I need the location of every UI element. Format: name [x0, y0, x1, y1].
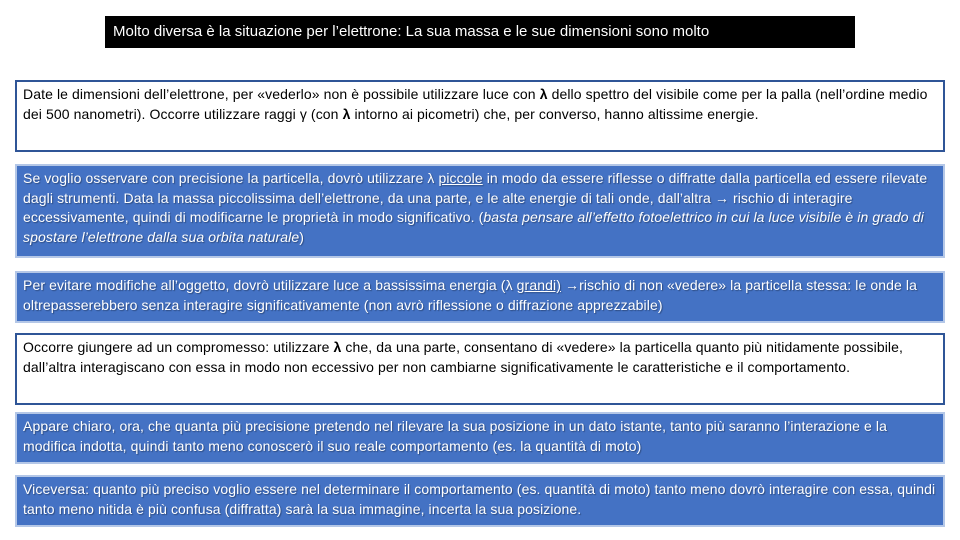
text-box-momentum-precision	[15, 475, 945, 527]
text-box-small-wavelength	[15, 164, 945, 258]
box2-text-3: rischio di interagire eccessivamente, quindi di modificarne le proprietà in modo significativo. (	[23, 189, 853, 225]
underlined-word: grandi)	[516, 277, 561, 293]
slide-title: Molto diversa è la situazione per l’elettrone: La sua massa e le sue dimensioni sono molto	[105, 16, 855, 48]
right-arrow-icon: →	[564, 277, 580, 293]
box5-text: Appare chiaro, ora, che quanta più precisione pretendo nel rilevare la sua posizione in un dato istante, tanto più saranno l’interazione e la modifica indotta, quindi tanto meno conoscerò il suo reale comportamento (es. la quantità di moto)	[23, 418, 887, 454]
text-box-position-precision	[15, 412, 945, 464]
underlined-word: piccole	[438, 170, 483, 186]
lambda-symbol: λ	[333, 339, 342, 355]
box3-text-3: rischio di non «vedere» la particella stessa: le onde la oltrepasserebbero senza interagire significativamente (non avrò riflessione o diffrazione apprezzabile)	[23, 277, 917, 313]
box4-text-1: Occorre giungere ad un compromesso: utilizzare	[23, 339, 334, 355]
box4-text-2: che, da una parte, consentano di «vedere» la particella quanto più nitidamente possibile, dall’altra interagiscano con essa in modo non eccessivo per non cambiarne significativamente le caratteristiche e il comportamento.	[23, 339, 904, 375]
lambda-symbol: λ	[539, 86, 548, 102]
box1-text-2: dello spettro del visibile come per la palla (nell’ordine medio dei 500 nanometri). Occorre utilizzare raggi γ (con	[23, 86, 928, 122]
box2-text-4: )	[299, 228, 304, 245]
box2-italic-note: basta pensare all’effetto fotoelettrico in cui la luce visibile è in grado di spostare l’elettrone dalla sua orbita naturale	[23, 209, 924, 245]
box6-text: Viceversa: quanto più preciso voglio essere nel determinare il comportamento (es. quantità di moto) tanto meno dovrò interagire con essa, quindi tanto meno nitida è più confusa (diffratta) sarà la sua immagine, incerta la sua posizione.	[23, 481, 936, 517]
right-arrow-icon: →	[714, 189, 729, 206]
lambda-symbol: λ	[342, 105, 351, 122]
text-box-large-wavelength	[15, 271, 945, 323]
box3-text-1: Per evitare modifiche all’oggetto, dovrò utilizzare luce a bassissima energia (λ	[23, 277, 517, 293]
box2-text-2: in modo da essere riflesse o diffratte dalla particella ed essere rilevate dagli strumenti. Data la massa piccolissima dell’elettrone, da una parte, e le alte energie di tali onde, dall’altra	[23, 170, 928, 206]
text-box-compromise	[15, 333, 945, 405]
box1-text-3: intorno ai picometri) che, per converso, hanno altissime energie.	[350, 105, 759, 122]
box2-text-1: Se voglio osservare con precisione la particella, dovrò utilizzare λ	[23, 170, 439, 186]
box1-text-1: Date le dimensioni dell’elettrone, per «vederlo» non è possibile utilizzare luce con	[23, 86, 540, 102]
text-box-electron-dimensions	[15, 80, 945, 152]
